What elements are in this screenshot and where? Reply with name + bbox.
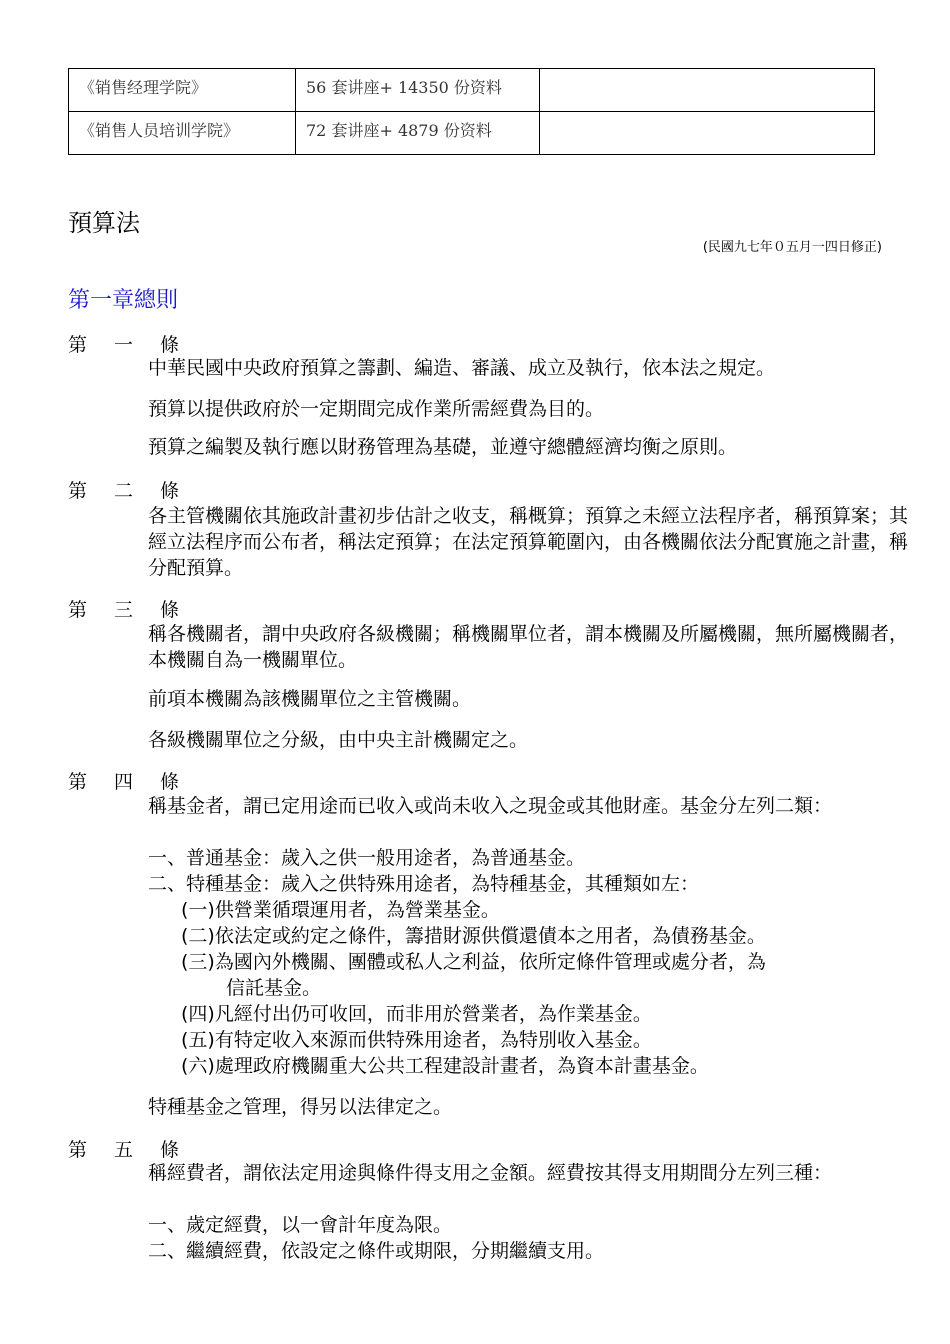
article-3-paragraph-2: 前項本機關為該機關單位之主管機關。 xyxy=(148,688,472,710)
article-heading-part: 第 xyxy=(68,334,88,356)
table-cell: 72 套讲座+ 4879 份资料 xyxy=(296,112,540,155)
article-5-paragraph-1: 稱經費者，謂依法定用途與條件得支用之金額。經費按其得支用期間分左列三種： xyxy=(148,1162,833,1184)
article-1-paragraph-2: 預算以提供政府於一定期間完成作業所需經費為目的。 xyxy=(148,398,605,420)
table-row xyxy=(69,112,875,155)
article-heading-part: 三 xyxy=(114,599,134,621)
article-4-subitem-3: (三)為國內外機關、團體或私人之利益，依所定條件管理或處分者，為 xyxy=(181,951,766,973)
article-5-item-1: 一、歲定經費，以一會計年度為限。 xyxy=(148,1214,453,1236)
article-heading-part: 第 xyxy=(68,1139,88,1161)
article-3-paragraph-3: 各級機關單位之分級，由中央主計機關定之。 xyxy=(148,729,529,751)
article-5-heading xyxy=(68,1135,206,1162)
article-heading-part: 條 xyxy=(160,1139,180,1161)
article-4-subitem-6: (六)處理政府機關重大公共工程建設計畫者，為資本計畫基金。 xyxy=(181,1055,709,1077)
article-heading-part: 四 xyxy=(114,771,134,793)
article-4-subitem-4: (四)凡經付出仍可收回，而非用於營業者，為作業基金。 xyxy=(181,1003,652,1025)
article-heading-part: 第 xyxy=(68,599,88,621)
table-cell xyxy=(540,112,875,155)
revision-date: (民國九七年０五月一四日修正) xyxy=(702,240,882,255)
article-4-subitem-2: (二)依法定或約定之條件，籌措財源供償還債本之用者，為債務基金。 xyxy=(181,925,766,947)
article-heading-part: 第 xyxy=(68,771,88,793)
article-4-subitem-3-continued: 信託基金。 xyxy=(226,977,322,999)
table-cell: 《销售经理学院》 xyxy=(69,69,296,112)
article-heading-part: 五 xyxy=(114,1139,134,1161)
article-4-heading xyxy=(68,767,206,794)
table-cell xyxy=(540,69,875,112)
article-4-item-2: 二、特種基金：歲入之供特殊用途者，為特種基金，其種類如左： xyxy=(148,873,700,895)
article-4-item-1: 一、普通基金：歲入之供一般用途者，為普通基金。 xyxy=(148,847,586,869)
document-title: 預算法 xyxy=(68,209,140,237)
article-4-subitem-5: (五)有特定收入來源而供特殊用途者，為特別收入基金。 xyxy=(181,1029,652,1051)
resource-table xyxy=(68,68,875,155)
article-heading-part: 條 xyxy=(160,771,180,793)
article-2-heading xyxy=(68,476,206,503)
article-heading-part: 條 xyxy=(160,480,180,502)
article-1-paragraph-1: 中華民國中央政府預算之籌劃、編造、審議、成立及執行，依本法之規定。 xyxy=(148,357,776,379)
chapter-heading: 第一章總則 xyxy=(68,288,179,313)
table-cell: 《销售人员培训学院》 xyxy=(69,112,296,155)
article-heading-part: 條 xyxy=(160,334,180,356)
article-3-paragraph-1: 稱各機關者，謂中央政府各級機關；稱機關單位者，謂本機關及所屬機關，無所屬機關者，本機關自為一機關單位。 xyxy=(148,623,909,671)
article-1-paragraph-3: 預算之編製及執行應以財務管理為基礎，並遵守總體經濟均衡之原則。 xyxy=(148,436,738,458)
article-2-paragraph-1: 各主管機關依其施政計畫初步估計之收支，稱概算；預算之未經立法程序者，稱預算案；其經立法程序而公布者，稱法定預算；在法定預算範圍內，由各機關依法分配實施之計畫，稱分配預算。 xyxy=(148,505,909,579)
article-heading-part: 第 xyxy=(68,480,88,502)
article-4-paragraph-1: 稱基金者，謂已定用途而已收入或尚未收入之現金或其他財產。基金分左列二類： xyxy=(148,795,833,817)
article-heading-part: 一 xyxy=(114,334,134,356)
article-5-item-2: 二、繼續經費，依設定之條件或期限，分期繼續支用。 xyxy=(148,1240,605,1262)
article-4-paragraph-2: 特種基金之管理，得另以法律定之。 xyxy=(148,1096,453,1118)
article-4-subitem-1: (一)供營業循環運用者，為營業基金。 xyxy=(181,899,500,921)
article-heading-part: 條 xyxy=(160,599,180,621)
table-cell: 56 套讲座+ 14350 份资料 xyxy=(296,69,540,112)
article-3-heading xyxy=(68,595,206,622)
table-row xyxy=(69,69,875,112)
article-heading-part: 二 xyxy=(114,480,134,502)
article-1-heading xyxy=(68,330,206,357)
